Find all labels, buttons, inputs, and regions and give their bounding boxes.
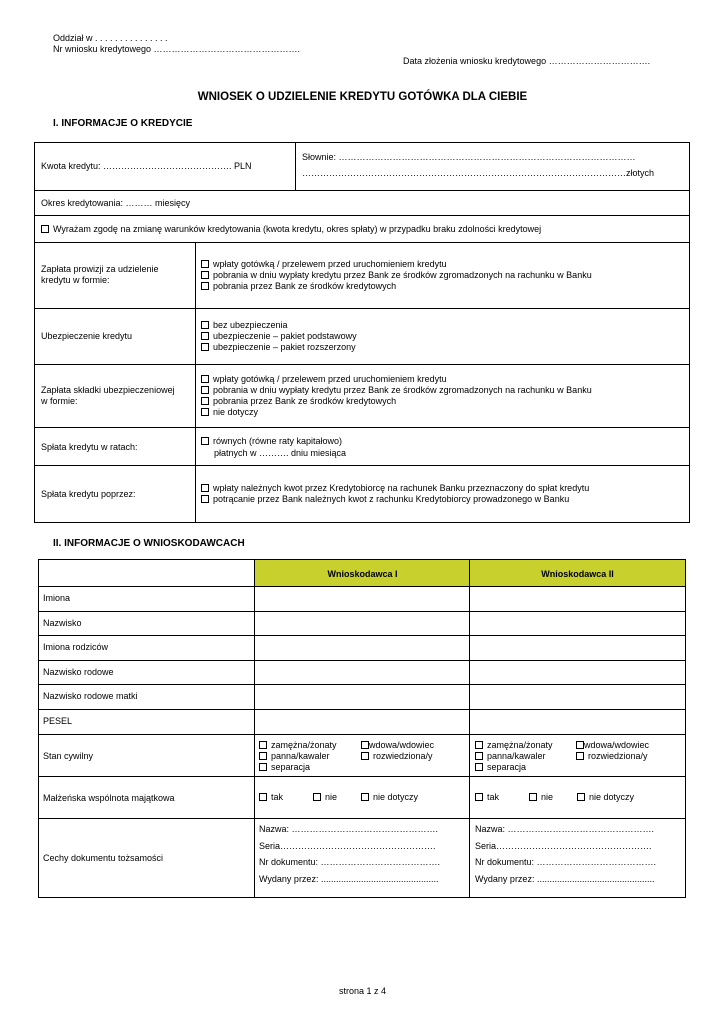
- marital-option[interactable]: zamężna/żonaty: [475, 740, 553, 751]
- row-label: Imiona: [43, 593, 71, 603]
- row-label: PESEL: [43, 716, 73, 726]
- insurance-option[interactable]: ubezpieczenie – pakiet rozszerzony: [201, 342, 356, 353]
- applicant-2-mother-maiden-name-input[interactable]: [471, 686, 684, 708]
- premium-option[interactable]: nie dotyczy: [201, 407, 258, 418]
- marital-option[interactable]: separacja: [475, 762, 526, 773]
- installments-label: Spłata kredytu w ratach:: [41, 442, 138, 452]
- marital-status-label: Stan cywilny: [43, 751, 94, 761]
- checkbox[interactable]: [201, 397, 209, 405]
- applicant-1-first-names-input[interactable]: [256, 588, 467, 610]
- consent-checkbox-row[interactable]: [41, 224, 541, 235]
- commission-option[interactable]: pobrania w dniu wypłaty kredytu przez Bank ze środków zgromadzonych na rachunku w Banku: [201, 270, 592, 281]
- row-label: Nazwisko rodowe matki: [43, 691, 138, 701]
- marital-option[interactable]: panna/kawaler: [259, 751, 330, 762]
- community-option[interactable]: tak: [475, 792, 499, 803]
- applicant-1-parents-names-input[interactable]: [256, 637, 467, 659]
- consent-label: Wyrażam zgodę na zmianę warunków kredytowania (kwota kredytu, okres spłaty) w przypadku braku zdolności kredytowej: [53, 224, 542, 234]
- applicant-2-header: Wnioskodawca II: [541, 569, 614, 579]
- checkbox[interactable]: [259, 793, 267, 801]
- commission-option[interactable]: pobrania przez Bank ze środków kredytowych: [201, 281, 396, 292]
- application-number-field[interactable]: Nr wniosku kredytowego ………………………………………….: [53, 44, 301, 54]
- section-1-heading: I. INFORMACJE O KREDYCIE: [53, 118, 193, 129]
- premium-label: Zapłata składki ubezpieczeniowej: [41, 385, 175, 395]
- row-label: Nazwisko: [43, 618, 82, 628]
- checkbox[interactable]: [201, 386, 209, 394]
- row-label: Imiona rodziców: [43, 642, 109, 652]
- checkbox[interactable]: [475, 793, 483, 801]
- marital-option[interactable]: separacja: [259, 762, 310, 773]
- applicant-2-maiden-name-input[interactable]: [471, 662, 684, 683]
- commission-label: Zapłata prowizji za udzielenie: [41, 264, 159, 274]
- community-option[interactable]: nie dotyczy: [361, 792, 418, 803]
- checkbox[interactable]: [361, 741, 369, 749]
- row-label: Nazwisko rodowe: [43, 667, 114, 677]
- repayment-option[interactable]: wpłaty należnych kwot przez Kredytobiorcę na rachunek Banku przeznaczony do spłat kredytu: [201, 483, 589, 494]
- checkbox[interactable]: [259, 752, 267, 760]
- marital-option[interactable]: wdowa/wdowiec: [576, 740, 649, 751]
- marital-option[interactable]: panna/kawaler: [475, 751, 546, 762]
- applicant-2-pesel-input[interactable]: [471, 711, 684, 733]
- applicant-2-first-names-input[interactable]: [471, 588, 684, 610]
- applicant-1-mother-maiden-name-input[interactable]: [256, 686, 467, 708]
- checkbox[interactable]: [201, 375, 209, 383]
- applicant-1-surname-input[interactable]: [256, 613, 467, 634]
- checkbox[interactable]: [475, 763, 483, 771]
- checkbox[interactable]: [576, 752, 584, 760]
- premium-option[interactable]: wpłaty gotówką / przelewem przed uruchomieniem kredytu: [201, 374, 447, 385]
- checkbox[interactable]: [313, 793, 321, 801]
- checkbox[interactable]: [201, 495, 209, 503]
- insurance-option[interactable]: bez ubezpieczenia: [201, 320, 288, 331]
- applicant-1-pesel-input[interactable]: [256, 711, 467, 733]
- amount-in-words-line-2[interactable]: ………………………………………………………………………………………………złotych: [302, 168, 655, 178]
- loan-amount-field[interactable]: Kwota kredytu: ……………………………………. PLN: [41, 161, 252, 171]
- document-number-field[interactable]: Nr dokumentu: ………………………………….: [475, 857, 657, 867]
- marital-option[interactable]: rozwiedziona/y: [361, 751, 433, 762]
- marital-option[interactable]: rozwiedziona/y: [576, 751, 648, 762]
- checkbox[interactable]: [201, 484, 209, 492]
- page-title: WNIOSEK O UDZIELENIE KREDYTU GOTÓWKA DLA CIEBIE: [197, 91, 528, 103]
- commission-option[interactable]: wpłaty gotówką / przelewem przed uruchomieniem kredytu: [201, 259, 447, 270]
- submission-date-field[interactable]: Data złożenia wniosku kredytowego …………………………….: [403, 56, 651, 66]
- document-name-field[interactable]: Nazwa: ………………………………………….: [475, 824, 655, 834]
- community-option[interactable]: tak: [259, 792, 283, 803]
- id-document-label: Cechy dokumentu tożsamości: [43, 853, 164, 863]
- checkbox[interactable]: [475, 741, 483, 749]
- checkbox[interactable]: [361, 793, 369, 801]
- repayment-method-label: Spłata kredytu poprzez:: [41, 489, 136, 499]
- checkbox[interactable]: [529, 793, 537, 801]
- premium-option[interactable]: pobrania w dniu wypłaty kredytu przez Bank ze środków zgromadzonych na rachunku w Banku: [201, 385, 592, 396]
- checkbox[interactable]: [201, 321, 209, 329]
- checkbox[interactable]: [201, 408, 209, 416]
- community-option[interactable]: nie: [529, 792, 553, 803]
- checkbox[interactable]: [201, 437, 209, 445]
- checkbox[interactable]: [475, 752, 483, 760]
- checkbox[interactable]: [201, 260, 209, 268]
- loan-period-field[interactable]: Okres kredytowania: ……… miesięcy: [41, 198, 191, 208]
- checkbox[interactable]: [201, 271, 209, 279]
- premium-label-2: w formie:: [41, 396, 78, 406]
- document-name-field[interactable]: Nazwa: ………………………………………….: [259, 824, 439, 834]
- page-number: strona 1 z 4: [338, 986, 387, 996]
- repayment-option[interactable]: potrącanie przez Bank należnych kwot z rachunku Kredytobiorcy prowadzonego w Banku: [201, 494, 569, 505]
- document-issuer-field[interactable]: Wydany przez: ...............................................: [259, 874, 439, 884]
- installments-option[interactable]: równych (równe raty kapitałowo): [201, 436, 342, 447]
- property-community-label: Małżeńska wspólnota majątkowa: [43, 793, 175, 803]
- insurance-label: Ubezpieczenie kredytu: [41, 331, 133, 341]
- commission-label-2: kredytu w formie:: [41, 275, 110, 285]
- document-issuer-field[interactable]: Wydany przez: ...............................................: [475, 874, 655, 884]
- checkbox[interactable]: [201, 282, 209, 290]
- checkbox[interactable]: [259, 763, 267, 771]
- marital-option[interactable]: wdowa/wdowiec: [361, 740, 434, 751]
- premium-option[interactable]: pobrania przez Bank ze środków kredytowych: [201, 396, 396, 407]
- community-option[interactable]: nie: [313, 792, 337, 803]
- branch-field[interactable]: Oddział w . . . . . . . . . . . . . . .: [53, 33, 168, 43]
- amount-in-words-line-1[interactable]: Słownie: ………………………………………………………………………………………: [302, 152, 636, 162]
- document-series-field[interactable]: Seria…………………………………………….: [259, 841, 436, 851]
- document-series-field[interactable]: Seria…………………………………………….: [475, 841, 652, 851]
- section-2-heading: II. INFORMACJE O WNIOSKODAWCACH: [53, 538, 245, 549]
- marital-option[interactable]: zamężna/żonaty: [259, 740, 337, 751]
- checkbox[interactable]: [577, 793, 585, 801]
- checkbox[interactable]: [259, 741, 267, 749]
- applicant-1-maiden-name-input[interactable]: [256, 662, 467, 683]
- consent-checkbox[interactable]: [41, 225, 49, 233]
- payment-day-field[interactable]: płatnych w ………. dniu miesiąca: [214, 448, 347, 458]
- checkbox[interactable]: [201, 332, 209, 340]
- checkbox[interactable]: [201, 343, 209, 351]
- applicant-2-parents-names-input[interactable]: [471, 637, 684, 659]
- applicant-1-header: Wnioskodawca I: [327, 569, 398, 579]
- applicant-2-surname-input[interactable]: [471, 613, 684, 634]
- community-option[interactable]: nie dotyczy: [577, 792, 634, 803]
- checkbox[interactable]: [576, 741, 584, 749]
- insurance-option[interactable]: ubezpieczenie – pakiet podstawowy: [201, 331, 357, 342]
- document-number-field[interactable]: Nr dokumentu: ………………………………….: [259, 857, 441, 867]
- checkbox[interactable]: [361, 752, 369, 760]
